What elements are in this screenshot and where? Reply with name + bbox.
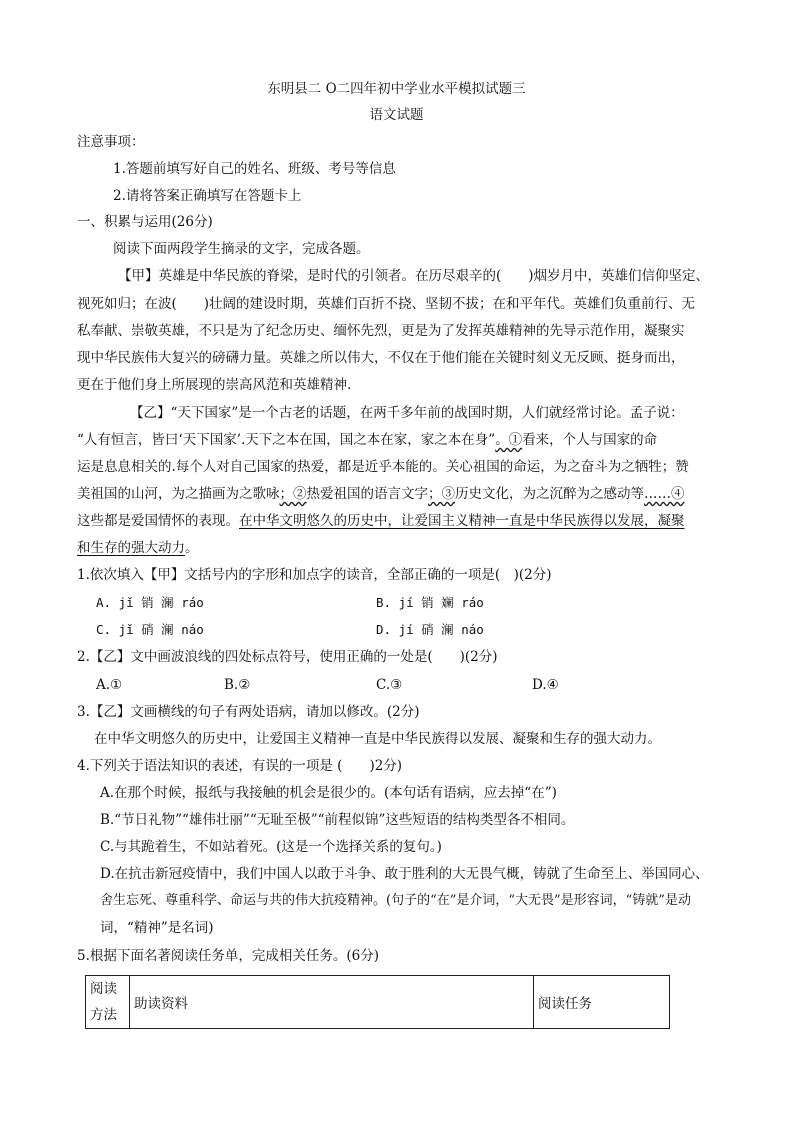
underlined-sentence: 在中华文明悠久的历史中，让爱国主义精神一直是中华民族得以发展，凝聚 (239, 513, 685, 529)
q2-option-c: C.③ (376, 677, 403, 693)
q2-option-a: A.① (96, 677, 123, 693)
wavy-punct-4: ……④ (644, 486, 685, 502)
passage-a-line: 现中华民族伟大复兴的磅礴力量。英雄之所以伟大，不仅在于他们能在关键时刻义无反顾、挺身而出， (77, 350, 685, 366)
passage-b-quote: “人有恒言，皆曰‘天下国家’.天下之本在国，国之本在家，家之本在身” (77, 432, 496, 448)
wavy-punct-2: ；② (279, 486, 307, 502)
q4-option-d: D.在抗击新冠疫情中，我们中国人以敢于斗争、敢于胜利的大无畏气概，铸就了生命至上、举国同心、 (100, 866, 709, 882)
table-row (86, 976, 670, 1029)
reading-task-table (85, 975, 670, 1029)
passage-b-line: 【乙】“天下国家”是一个古老的话题，在两千多年前的战国时期，人们就经常讨论。孟子说： (130, 405, 684, 421)
q1-option-d: D. jí 硝 澜 náo (376, 622, 484, 637)
table-header-method: 阅读方法 (86, 976, 130, 1029)
underlined-sentence-end: 和生存的强大动力 (77, 540, 185, 556)
q4-option-a: A.在那个时候，报纸与我接触的机会是很少的。(本句话有语病，应去掉“在”) (100, 785, 557, 801)
exam-subtitle: 语文试题 (369, 107, 424, 123)
passage-b-text: 这些都是爱国情怀的表现。 (77, 513, 239, 529)
passage-a-line: 视死如归；在波( )壮阔的建设时期，英雄们百折不挠、坚韧不拔；在和平年代。英雄们负重前行、无 (77, 296, 696, 312)
question-1-stem: 1.依次填入【甲】文括号内的字形和加点字的读音，全部正确的一项是( )(2分) (77, 567, 552, 583)
exam-title: 东明县二 O二四年初中学业水平模拟试题三 (267, 81, 526, 97)
passage-b-line (77, 512, 685, 530)
passage-a-line: 【甲】英雄是中华民族的脊梁，是时代的引领者。在历尽艰辛的( )烟岁月中，英雄们信仰坚定、 (118, 268, 710, 284)
q1-option-a: A. jǐ 销 澜 ráo (96, 595, 204, 610)
table-header-task: 阅读任务 (534, 976, 670, 1029)
passage-b-line (77, 485, 685, 503)
q1-option-c: C. jǐ 硝 澜 náo (96, 622, 204, 637)
q2-option-d: D.④ (532, 677, 559, 693)
notice-item-1: 1.答题前填写好自己的姓名、班级、考号等信息 (113, 161, 396, 177)
passage-a-line: 私奉献、崇敬英雄，不只是为了纪念历史、缅怀先烈，更是为了发挥英雄精神的先导示范作用，凝聚实 (77, 323, 685, 339)
wavy-punct-1: 。① (495, 432, 523, 448)
notice-item-2: 2.请将答案正确填写在答题卡上 (113, 188, 302, 204)
section-heading: 一、积累与运用(26分) (77, 214, 213, 230)
section-intro: 阅读下面两段学生摘录的文字，完成各题。 (113, 241, 370, 257)
q4-option-d-cont: 词，“精神”是名词) (100, 920, 214, 936)
wavy-punct-3: ；③ (428, 486, 455, 502)
passage-b-text: 看来，个人与国家的命 (522, 432, 658, 448)
passage-b-line (77, 431, 657, 449)
notice-heading: 注意事项： (77, 134, 145, 150)
passage-b-text: 历史文化，为之沉醉为之感动等 (455, 486, 644, 502)
q4-option-c: C.与其跪着生，不如站着死。(这是一个选择关系的复句。) (100, 839, 442, 855)
question-3-sentence: 在中华文明悠久的历史中，让爱国主义精神一直是中华民族得以发展、凝聚和生存的强大动力。 (94, 731, 661, 747)
question-2-stem: 2.【乙】文中画波浪线的四处标点符号，使用正确的一处是( )(2分) (77, 649, 498, 665)
q2-option-b: B.② (224, 677, 251, 693)
q4-option-d-cont: 舍生忘死、尊重科学、命运与共的伟大抗疫精神。(句子的“在”是介词，“大无畏”是形容词，“铸就”是动 (100, 893, 691, 908)
question-5-stem: 5.根据下面名著阅读任务单，完成相关任务。(6分) (77, 948, 380, 964)
passage-a-line: 更在于他们身上所展现的崇高风范和英雄精神. (77, 377, 352, 393)
question-4-stem: 4.下列关于语法知识的表述，有误的一项是 ( )2分) (77, 758, 403, 774)
passage-b-line: 运是息息相关的.每个人对自己国家的热爱，都是近乎本能的。关心祖国的命运，为之奋斗为之牺牲；赞 (77, 459, 689, 475)
q4-option-b: B.“节日礼物”“雄伟壮丽”“无耻至极”“前程似锦”这些短语的结构类型各不相同。 (100, 812, 575, 828)
table-header-materials: 助读资料 (130, 976, 534, 1029)
passage-b-text: 美祖国的山河，为之描画为之歌咏 (77, 486, 280, 502)
question-3-stem: 3.【乙】文画横线的句子有两处语病，请加以修改。(2分) (77, 704, 420, 720)
passage-b-line: 和生存的强大动力。 (77, 540, 199, 556)
q1-option-b: B. jí 销 斓 ráo (376, 595, 484, 610)
passage-b-text: 热爱祖国的语言文字 (306, 486, 428, 502)
